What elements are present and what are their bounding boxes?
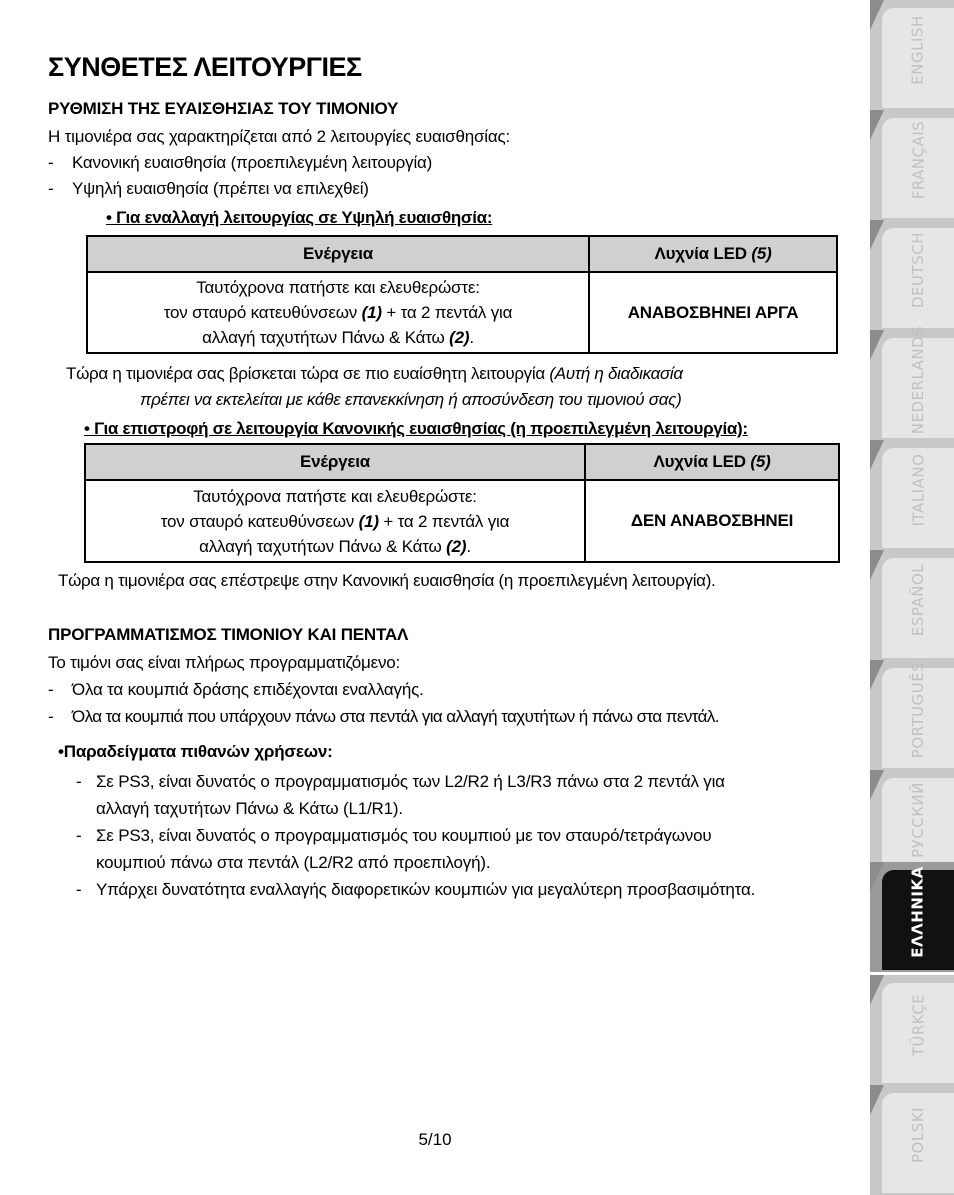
list-item-text: Όλα τα κουμπιά δράσης επιδέχονται εναλλαγής. (72, 680, 424, 699)
list-item: - Όλα τα κουμπιά δράσης επιδέχονται εναλλαγής. (48, 677, 424, 702)
table-high-sensitivity (86, 235, 838, 354)
list-item: - Σε PS3, είναι δυνατός ο προγραμματισμός του κουμπιού με τον σταυρό/τετράγωνου κουμπιού πάνω στα πεντάλ (L2/R2 από προεπιλογή). (76, 826, 712, 872)
tab-turkce[interactable]: TÜRKÇE (870, 975, 954, 1085)
tab-espanol[interactable]: ESPAÑOL (870, 550, 954, 660)
bullet-normal-sensitivity: • Για επιστροφή σε λειτουργία Κανονικής ευαισθησίας (η προεπιλεγμένη λειτουργία): (84, 419, 748, 438)
note-normal-sensitivity: Τώρα η τιμονιέρα σας επέστρεψε στην Κανονική ευαισθησία (η προεπιλεγμένη λειτουργία). (58, 571, 716, 590)
tab-polski[interactable]: POLSKI (870, 1085, 954, 1195)
tab-italiano[interactable]: ITALIANO (870, 440, 954, 550)
sensitivity-intro: Η τιμονιέρα σας χαρακτηρίζεται από 2 λειτουργίες ευαισθησίας: (48, 127, 510, 146)
section-heading-programming: ΠΡΟΓΡΑΜΜΑΤΙΣΜΟΣ ΤΙΜΟΝΙΟΥ ΚΑΙ ΠΕΝΤΑΛ (48, 625, 409, 644)
page-number: 5/10 (418, 1130, 452, 1149)
table-cell-led-state: ΑΝΑΒΟΣΒΗΝΕΙ ΑΡΓΑ (589, 272, 837, 353)
list-item: - Όλα τα κουμπιά που υπάρχουν πάνω στα πεντάλ για αλλαγή ταχυτήτων ή πάνω στα πεντάλ. (48, 704, 719, 729)
programming-intro: Το τιμόνι σας είναι πλήρως προγραμματιζόμενο: (48, 653, 401, 672)
table-header-led: Λυχνία LED (5) (589, 236, 837, 272)
list-item: - Κανονική ευαισθησία (προεπιλεγμένη λειτουργία) (48, 150, 432, 175)
table-header-led: Λυχνία LED (5) (585, 444, 839, 480)
list-item-text: Όλα τα κουμπιά που υπάρχουν πάνω στα πεντάλ για αλλαγή ταχυτήτων ή πάνω στα πεντάλ. (72, 707, 719, 726)
table-cell-action: Ταυτόχρονα πατήστε και ελευθερώστε: τον σταυρό κατευθύνσεων (1) + τα 2 πεντάλ για αλλαγή ταχυτήτων Πάνω & Κάτω (2). (87, 272, 589, 353)
bullet-high-sensitivity: • Για εναλλαγή λειτουργίας σε Υψηλή ευαισθησία: (106, 208, 493, 227)
list-item: - Σε PS3, είναι δυνατός ο προγραμματισμός των L2/R2 ή L3/R3 πάνω στα 2 πεντάλ για αλλαγή ταχυτήτων Πάνω & Κάτω (L1/R1). (76, 772, 725, 818)
tab-francais[interactable]: FRANÇAIS (870, 110, 954, 220)
language-tabs (870, 0, 954, 1193)
note-high-sensitivity: Τώρα η τιμονιέρα σας βρίσκεται τώρα σε πιο ευαίσθητη λειτουργία (Αυτή η διαδικασία (66, 364, 683, 383)
note-high-sensitivity-cont: πρέπει να εκτελείται με κάθε επανεκκίνηση ή αποσύνδεση του τιμονιού σας) (140, 390, 682, 409)
tab-portugues[interactable]: PORTUGUÊS (870, 660, 954, 770)
section-heading-sensitivity: ΡΥΘΜΙΣΗ ΤΗΣ ΕΥΑΙΣΘΗΣΙΑΣ ΤΟΥ ΤΙΜΟΝΙΟΥ (48, 99, 399, 118)
table-header-action: Ενέργεια (85, 444, 585, 480)
list-item: - Υψηλή ευαισθησία (πρέπει να επιλεχθεί) (48, 176, 369, 201)
table-normal-sensitivity (84, 443, 840, 563)
table-header-action: Ενέργεια (87, 236, 589, 272)
tab-russian[interactable]: РУССКИЙ (870, 770, 954, 880)
list-item: - Υπάρχει δυνατότητα εναλλαγής διαφορετικών κουμπιών για μεγαλύτερη προσβασιμότητα. (76, 880, 756, 899)
tab-deutsch[interactable]: DEUTSCH (870, 220, 954, 330)
examples-heading: •Παραδείγματα πιθανών χρήσεων: (58, 742, 333, 761)
tab-nederlands[interactable]: NEDERLANDS (870, 330, 954, 440)
page-title: ΣΥΝΘΕΤΕΣ ΛΕΙΤΟΥΡΓΙΕΣ (48, 52, 362, 82)
list-item-text: Υψηλή ευαισθησία (πρέπει να επιλεχθεί) (72, 179, 369, 198)
table-cell-led-state: ΔΕΝ ΑΝΑΒΟΣΒΗΝΕΙ (585, 480, 839, 562)
table-cell-action: Ταυτόχρονα πατήστε και ελευθερώστε: τον σταυρό κατευθύνσεων (1) + τα 2 πεντάλ για αλλαγή ταχυτήτων Πάνω & Κάτω (2). (85, 480, 585, 562)
tab-greek[interactable]: ΕΛΛΗΝΙΚΑ (870, 862, 954, 972)
tab-english[interactable]: ENGLISH (870, 0, 954, 110)
examples-list (76, 768, 856, 903)
list-item-text: Κανονική ευαισθησία (προεπιλεγμένη λειτουργία) (72, 153, 433, 172)
